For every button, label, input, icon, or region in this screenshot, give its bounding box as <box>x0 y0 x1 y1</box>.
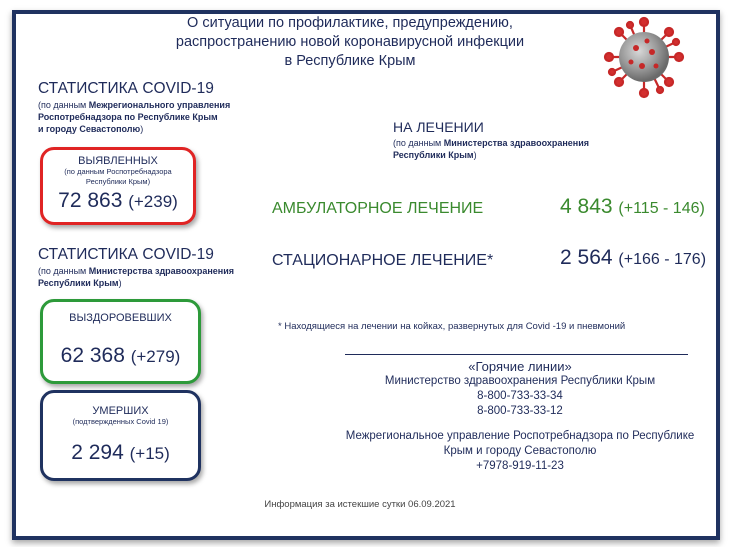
stats-heading-2: СТАТИСТИКА COVID-19 <box>38 246 214 263</box>
note-prefix: (по данным <box>393 138 444 148</box>
deceased-card <box>40 390 201 481</box>
title-line-3: в Республике Крым <box>284 53 416 69</box>
note-suffix: ) <box>140 124 144 134</box>
hotline-org-2-line-2: Крым и городу Севастополю <box>443 445 597 457</box>
hotline-phone-1: 8-800-733-33-34 <box>477 390 563 402</box>
recovered-value-line <box>43 344 198 368</box>
note-bold: Межрегионального управления <box>88 100 231 110</box>
detected-value-line <box>43 189 193 213</box>
title-line-2: распространению новой коронавирусной инфекции <box>175 34 525 50</box>
detected-label: ВЫЯВЛЕННЫХ <box>78 155 158 167</box>
page-title <box>150 14 550 71</box>
recovered-value: 62 368 <box>60 344 125 367</box>
note-prefix: (по данным <box>38 266 89 276</box>
note-bold: Республики Крым <box>38 278 119 288</box>
deceased-delta: (+15) <box>129 444 170 463</box>
inpatient-value-line <box>560 246 706 270</box>
stats-note-1 <box>38 99 230 135</box>
hotline-phone-3: +7978-919-11-23 <box>476 460 564 472</box>
detected-delta: (+239) <box>128 192 178 211</box>
hotline-phone-2: 8-800-733-33-12 <box>477 405 563 417</box>
detected-sub-2: Республики Крым) <box>85 177 151 186</box>
recovered-delta: (+279) <box>130 347 181 366</box>
coronavirus-icon <box>598 14 690 100</box>
outpatient-value: 4 843 <box>560 195 613 218</box>
deceased-value: 2 294 <box>71 441 124 464</box>
outpatient-value-line <box>560 195 705 219</box>
detected-sub-1: (по данным Роспотребнадзора <box>64 167 172 176</box>
hotline-org-1: Министерство здравоохранения Республики Крым <box>384 375 656 387</box>
recovered-label: ВЫЗДОРОВЕВШИХ <box>69 312 172 324</box>
hotline-org-2-line-1: Межрегиональное управление Роспотребнадзора по Республике <box>345 430 695 442</box>
inpatient-footnote: * Находящиеся на лечении на койках, развернутых для Covid -19 и пневмоний <box>278 321 626 332</box>
outpatient-delta: (+115 - 146) <box>618 200 705 217</box>
stats-note-2 <box>38 265 234 289</box>
footer-date-note: Информация за истекшие сутки 06.09.2021 <box>264 499 456 510</box>
note-bold: и городу Севастополю <box>38 124 141 134</box>
treatment-note <box>393 137 589 161</box>
note-prefix: (по данным <box>38 100 89 110</box>
note-bold: Республики Крым <box>393 150 474 160</box>
note-suffix: ) <box>118 278 122 288</box>
deceased-value-line <box>43 441 198 465</box>
inpatient-value: 2 564 <box>560 246 613 269</box>
title-line-1: О ситуации по профилактике, предупреждению, <box>187 15 513 31</box>
deceased-label: УМЕРШИХ <box>92 405 149 417</box>
inpatient-label: СТАЦИОНАРНОЕ ЛЕЧЕНИЕ* <box>272 252 494 269</box>
outpatient-label: АМБУЛАТОРНОЕ ЛЕЧЕНИЕ <box>272 200 484 217</box>
stats-heading-1: СТАТИСТИКА COVID-19 <box>38 80 214 97</box>
detected-card <box>40 147 196 225</box>
hotlines-block <box>320 359 720 474</box>
deceased-sub: (подтвержденных Covid 19) <box>72 417 169 426</box>
recovered-card <box>40 299 201 384</box>
note-suffix: ) <box>473 150 477 160</box>
inpatient-delta: (+166 - 176) <box>618 251 707 268</box>
treatment-heading: НА ЛЕЧЕНИИ <box>393 119 484 135</box>
note-bold: Министерства здравоохранения <box>88 266 235 276</box>
note-bold: Роспотребнадзора по Республике Крым <box>38 112 218 122</box>
hotlines-divider <box>345 354 688 355</box>
detected-value: 72 863 <box>58 189 123 212</box>
hotlines-title: «Горячие линии» <box>468 359 572 374</box>
note-bold: Министерства здравоохранения <box>443 138 590 148</box>
